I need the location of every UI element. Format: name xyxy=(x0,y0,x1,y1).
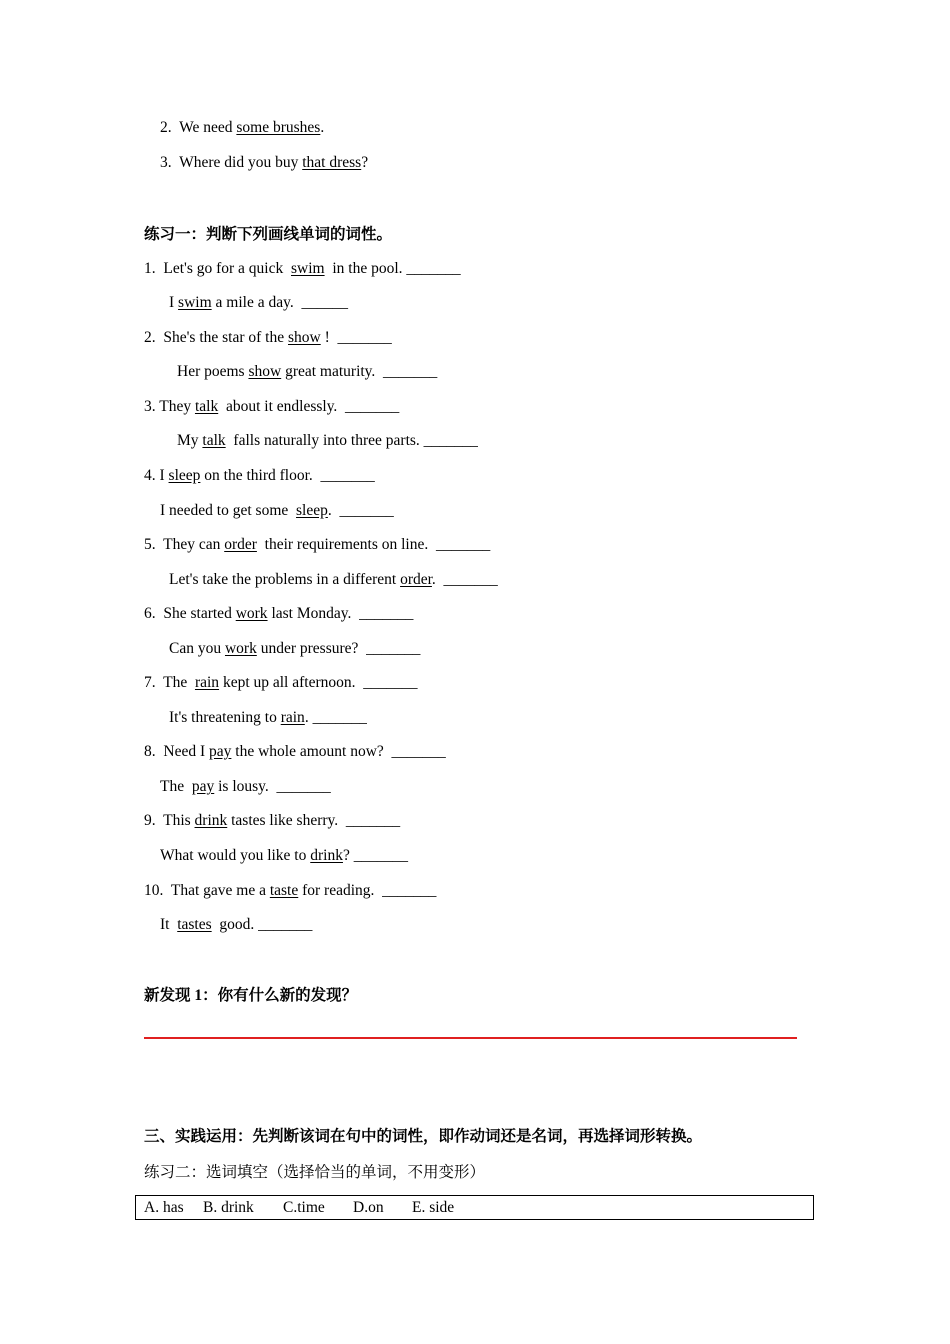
exercise1-item-6b: Can you work under pressure? _______ xyxy=(169,640,421,657)
exercise1-item-7b: It's threatening to rain. _______ xyxy=(169,709,367,726)
exercise1-title: 练习一：判断下列画线单词的词性。 xyxy=(144,226,393,243)
exercise1-item-8a: 8. Need I pay the whole amount now? _______ xyxy=(144,743,446,760)
example-line-3 xyxy=(160,153,368,173)
option-a: A. has xyxy=(144,1199,184,1216)
underlined-word: talk xyxy=(194,398,219,415)
underlined-word: rain xyxy=(280,709,305,726)
example-number: 2. xyxy=(160,119,172,136)
exercise1-item-4a: 4. I sleep on the third floor. _______ xyxy=(144,467,375,484)
example-text-end: ? xyxy=(361,154,369,171)
option-c: C.time xyxy=(283,1199,325,1216)
discovery-title: 新发现 1：你有什么新的发现？ xyxy=(144,987,358,1004)
exercise1-item-9b: What would you like to drink? _______ xyxy=(160,847,408,864)
underlined-word: work xyxy=(235,605,268,622)
exercise1-item-4b: I needed to get some sleep. _______ xyxy=(160,502,394,519)
answer-line xyxy=(144,1037,797,1039)
example-line-2 xyxy=(160,118,324,138)
exercise2-title: 练习二：选词填空（选择恰当的单词，不用变形） xyxy=(144,1164,486,1181)
exercise1-item-10b: It tastes good. _______ xyxy=(160,916,313,933)
exercise1-item-2b: Her poems show great maturity. _______ xyxy=(177,363,438,380)
exercise1-item-3a: 3. They talk about it endlessly. _______ xyxy=(144,398,400,415)
underlined-word: rain xyxy=(194,674,220,691)
exercise1-item-7a: 7. The rain kept up all afternoon. _______ xyxy=(144,674,418,691)
exercise1-item-10a: 10. That gave me a taste for reading. _______ xyxy=(144,882,437,899)
underlined-word: pay xyxy=(191,778,215,795)
underlined-word: swim xyxy=(291,260,325,277)
underlined-word: drink xyxy=(310,847,343,864)
underlined-phrase: some brushes xyxy=(236,119,321,136)
exercise1-item-1b: I swim a mile a day. ______ xyxy=(169,294,348,311)
exercise1-item-5a: 5. They can order their requirements on line. _______ xyxy=(144,536,491,553)
example-text: Where did you buy xyxy=(179,154,303,171)
underlined-word: show xyxy=(248,363,282,380)
underlined-word: tastes xyxy=(177,916,212,933)
exercise1-item-6a: 6. She started work last Monday. _______ xyxy=(144,605,414,622)
underlined-word: order xyxy=(400,571,432,588)
underlined-word: sleep xyxy=(296,502,328,519)
underlined-phrase: that dress xyxy=(302,154,362,171)
underlined-word: drink xyxy=(194,812,228,829)
exercise1-item-9a: 9. This drink tastes like sherry. _______ xyxy=(144,812,401,829)
example-text: We need xyxy=(179,119,237,136)
example-text-end: . xyxy=(320,119,325,136)
option-d: D.on xyxy=(353,1199,384,1216)
exercise1-item-1a: 1. Let's go for a quick swim in the pool. _______ xyxy=(144,260,461,277)
exercise1-item-8b: The pay is lousy. _______ xyxy=(160,778,331,795)
underlined-word: taste xyxy=(269,882,299,899)
option-e: E. side xyxy=(412,1199,455,1216)
underlined-word: show xyxy=(288,329,321,346)
exercise1-item-5b: Let's take the problems in a different order. _______ xyxy=(169,571,498,588)
example-number: 3. xyxy=(160,154,172,171)
underlined-word: work xyxy=(224,640,257,657)
underlined-word: swim xyxy=(178,294,212,311)
underlined-word: pay xyxy=(209,743,232,760)
underlined-word: talk xyxy=(202,432,226,449)
exercise1-item-3b: My talk falls naturally into three parts. _______ xyxy=(177,432,478,449)
option-b: B. drink xyxy=(203,1199,254,1216)
section3-title: 三、实践运用：先判断该词在句中的词性，即作动词还是名词，再选择词形转换。 xyxy=(144,1128,703,1145)
underlined-word: order xyxy=(224,536,257,553)
underlined-word: sleep xyxy=(168,467,201,484)
exercise1-item-2a: 2. She's the star of the show ! _______ xyxy=(144,329,392,346)
word-options-box xyxy=(135,1195,814,1220)
